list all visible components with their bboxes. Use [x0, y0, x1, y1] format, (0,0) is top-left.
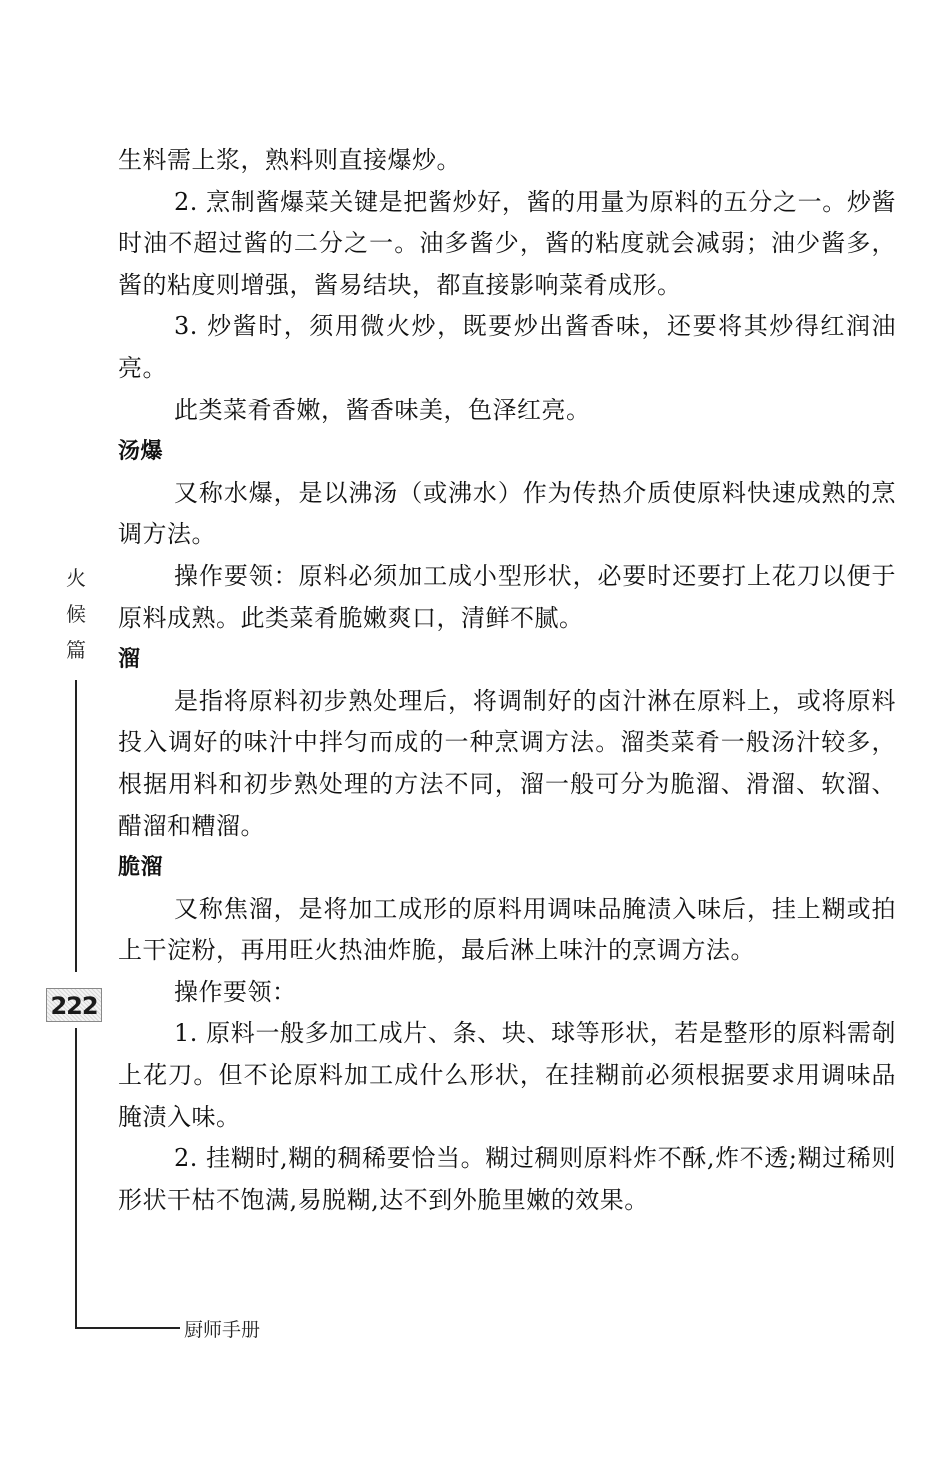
section-heading: 汤爆	[118, 439, 164, 465]
paragraph: 2. 烹制酱爆菜关键是把酱炒好，酱的用量为原料的五分之一。炒酱时油不超过酱的二分之一。油多酱少，酱的粘度就会减弱；油少酱多，酱的粘度则增强，酱易结块，都直接影响菜肴成形。	[118, 187, 896, 299]
paragraph: 操作要领：	[174, 977, 297, 1006]
side-label-char: 篇	[66, 638, 86, 662]
paragraph: 操作要领：原料必须加工成小型形状，必要时还要打上花刀以便于原料成熟。此类菜肴脆嫩爽口，清鲜不腻。	[118, 561, 896, 632]
page-number: 222	[46, 988, 102, 1022]
paragraph: 又称焦溜，是将加工成形的原料用调味品腌渍入味后，挂上糊或拍上干淀粉，再用旺火热油炸脆，最后淋上味汁的烹调方法。	[118, 894, 896, 965]
paragraph: 又称水爆，是以沸汤（或沸水）作为传热介质使原料快速成熟的烹调方法。	[118, 478, 896, 549]
side-label-char: 候	[66, 602, 86, 626]
footer-rule	[75, 1327, 180, 1329]
paragraph: 1. 原料一般多加工成片、条、块、球等形状，若是整形的原料需剞上花刀。但不论原料加工成什么形状，在挂糊前必须根据要求用调味品腌渍入味。	[118, 1019, 896, 1131]
page-body-text	[118, 140, 896, 1221]
book-title-footer: 厨师手册	[184, 1319, 261, 1341]
paragraph: 生料需上浆，熟料则直接爆炒。	[118, 146, 461, 174]
paragraph: 此类菜肴香嫩，酱香味美，色泽红亮。	[174, 395, 591, 424]
section-side-label	[62, 560, 90, 668]
paragraph: 2. 挂糊时,糊的稠稀要恰当。糊过稠则原料炸不酥,炸不透;糊过稀则形状干枯不饱满,易脱糊,达不到外脆里嫩的效果。	[118, 1144, 896, 1214]
paragraph: 3. 炒酱时，须用微火炒，既要炒出酱香味，还要将其炒得红润油亮。	[118, 312, 896, 382]
margin-rule-bottom	[75, 1028, 77, 1328]
paragraph: 是指将原料初步熟处理后，将调制好的卤汁淋在原料上，或将原料投入调好的味汁中拌匀而成的一种烹调方法。溜类菜肴一般汤汁较多，根据用料和初步熟处理的方法不同，溜一般可分为脆溜、滑溜、软溜、醋溜和糟溜。	[118, 686, 896, 840]
margin-rule-top	[75, 680, 77, 972]
side-label-char: 火	[66, 566, 86, 590]
section-heading: 溜	[118, 647, 141, 673]
section-heading: 脆溜	[118, 855, 164, 881]
